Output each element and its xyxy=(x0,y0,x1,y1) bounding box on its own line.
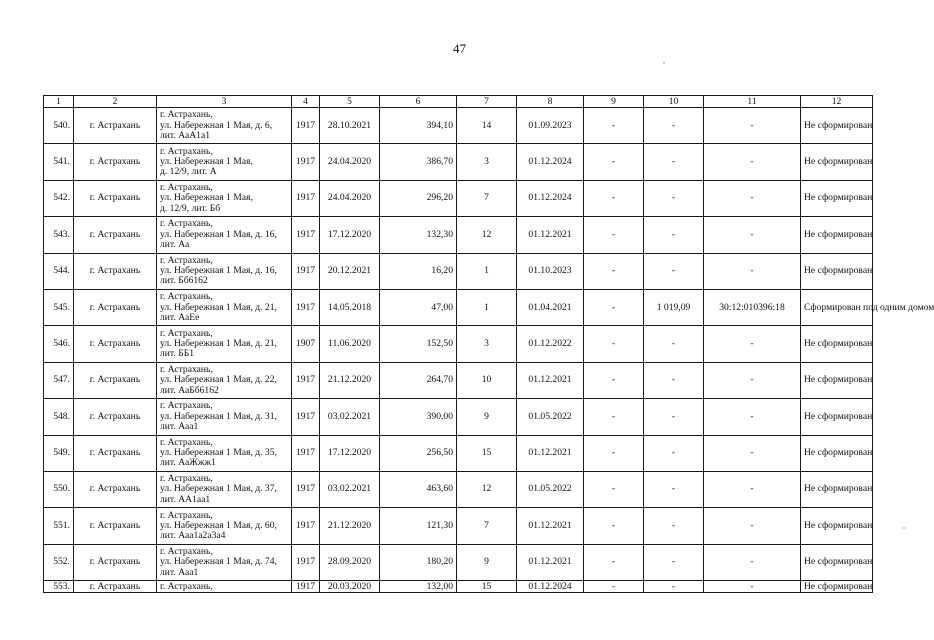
city-cell: г. Астрахань xyxy=(74,362,157,398)
row-number: 553. xyxy=(44,581,74,593)
table-row xyxy=(44,144,873,180)
address-line: г. Астрахань, xyxy=(160,509,213,521)
address-line: ул. Набережная 1 Мая, д. 6, xyxy=(160,119,273,131)
date-cell: 28.09.2020 xyxy=(320,544,380,580)
address-line: г. Астрахань, xyxy=(160,364,213,376)
address-line: г. Астрахань, xyxy=(160,436,213,448)
address-cell xyxy=(157,253,292,289)
address-line: лит. АаА1а1 xyxy=(160,129,211,141)
address-line: лит. Ааа1 xyxy=(160,566,199,578)
table-row xyxy=(44,180,873,216)
year-cell: 1917 xyxy=(292,362,320,398)
value-cell: - xyxy=(644,217,704,253)
cadastral-cell: - xyxy=(704,326,801,362)
table-body xyxy=(44,108,934,593)
value-cell: 1 019,09 xyxy=(644,289,704,325)
address-cell xyxy=(157,471,292,507)
address-line: г. Астрахань, xyxy=(160,145,213,157)
table-row xyxy=(44,108,873,144)
value-cell: - xyxy=(644,544,704,580)
count-cell: 9 xyxy=(457,399,517,435)
status-cell: Не сформирован xyxy=(801,217,873,253)
col-header: 9 xyxy=(584,96,644,108)
row-number: 551. xyxy=(44,508,74,544)
status-cell: Не сформирован xyxy=(801,399,873,435)
address-line: лит. Бб6162 xyxy=(160,275,208,287)
year-cell: 1917 xyxy=(292,471,320,507)
value-cell: - xyxy=(644,253,704,289)
address-line: д. 12/9, лит. А xyxy=(160,166,217,178)
count-cell: 1 xyxy=(457,289,517,325)
date-cell: 14.05.2018 xyxy=(320,289,380,325)
city-cell: г. Астрахань xyxy=(74,544,157,580)
count-cell: 15 xyxy=(457,581,517,593)
date-cell: 01.12.2021 xyxy=(517,508,584,544)
count-cell: 12 xyxy=(457,471,517,507)
table-row xyxy=(44,581,873,593)
table-row xyxy=(44,471,873,507)
area-cell: 463,60 xyxy=(380,471,457,507)
status-cell: Не сформирован xyxy=(801,362,873,398)
address-line: г. Астрахань, xyxy=(160,218,213,230)
area-cell: 152,50 xyxy=(380,326,457,362)
area-cell: 121,30 xyxy=(380,508,457,544)
cadastral-cell: - xyxy=(704,399,801,435)
city-cell: г. Астрахань xyxy=(74,581,157,593)
date-cell: 03.02.2021 xyxy=(320,399,380,435)
table-row xyxy=(44,289,873,325)
value-cell: - xyxy=(644,144,704,180)
table-row xyxy=(44,399,873,435)
count-cell: 1 xyxy=(457,253,517,289)
address-line: ул. Набережная 1 Мая, д. 35, xyxy=(160,447,277,459)
address-line: ул. Набережная 1 Мая, д. 16, xyxy=(160,265,277,277)
value-cell: - xyxy=(584,326,644,362)
year-cell: 1917 xyxy=(292,435,320,471)
year-cell: 1917 xyxy=(292,289,320,325)
date-cell: 01.10.2023 xyxy=(517,253,584,289)
address-cell xyxy=(157,362,292,398)
address-line: г. Астрахань, xyxy=(160,546,213,557)
address-line: г. Астрахань, xyxy=(160,327,213,339)
address-line: лит. Аа xyxy=(160,238,190,250)
col-header: 3 xyxy=(157,96,292,108)
address-line: ул. Набережная 1 Мая, xyxy=(160,192,253,204)
value-cell: - xyxy=(644,180,704,216)
address-line: ул. Набережная 1 Мая, д. 16, xyxy=(160,228,277,240)
year-cell: 1907 xyxy=(292,326,320,362)
scan-speck xyxy=(903,527,905,529)
date-cell: 01.12.2021 xyxy=(517,362,584,398)
cadastral-cell: - xyxy=(704,253,801,289)
row-number: 548. xyxy=(44,399,74,435)
date-cell: 24.04.2020 xyxy=(320,180,380,216)
date-cell: 20.12.2021 xyxy=(320,253,380,289)
row-number: 550. xyxy=(44,471,74,507)
table-row xyxy=(44,508,873,544)
register-table xyxy=(43,95,934,593)
area-cell: 296,20 xyxy=(380,180,457,216)
address-line: ул. Набережная 1 Мая, д. 37, xyxy=(160,483,277,495)
address-line: г. Астрахань, xyxy=(160,400,213,412)
value-cell: - xyxy=(584,508,644,544)
page-number: 47 xyxy=(453,41,466,56)
count-cell: 7 xyxy=(457,508,517,544)
date-cell: 28.10.2021 xyxy=(320,108,380,144)
address-line: д. 12/9, лит. Бб xyxy=(160,202,221,214)
status-cell: Не сформирован xyxy=(801,471,873,507)
date-cell: 01.12.2022 xyxy=(517,326,584,362)
cadastral-cell: - xyxy=(704,508,801,544)
date-cell: 17.12.2020 xyxy=(320,435,380,471)
cadastral-cell: - xyxy=(704,144,801,180)
col-header: 1 xyxy=(44,96,74,108)
city-cell: г. Астрахань xyxy=(74,435,157,471)
value-cell: - xyxy=(584,435,644,471)
table-row xyxy=(44,362,873,398)
year-cell: 1917 xyxy=(292,217,320,253)
value-cell: - xyxy=(644,471,704,507)
col-header: 7 xyxy=(457,96,517,108)
address-cell xyxy=(157,508,292,544)
column-number-header xyxy=(44,96,873,108)
value-cell: - xyxy=(644,399,704,435)
address-line: г. Астрахань, xyxy=(160,473,213,485)
date-cell: 01.05.2022 xyxy=(517,399,584,435)
value-cell: - xyxy=(644,435,704,471)
count-cell: 9 xyxy=(457,544,517,580)
value-cell: - xyxy=(644,362,704,398)
year-cell: 1917 xyxy=(292,399,320,435)
area-cell: 132,00 xyxy=(380,581,457,593)
status-cell: Не сформирован xyxy=(801,253,873,289)
address-cell xyxy=(157,581,292,593)
row-number: 552. xyxy=(44,544,74,580)
date-cell: 11.06.2020 xyxy=(320,326,380,362)
col-header: 2 xyxy=(74,96,157,108)
value-cell: - xyxy=(644,581,704,593)
city-cell: г. Астрахань xyxy=(74,471,157,507)
count-cell: 15 xyxy=(457,435,517,471)
cadastral-cell: - xyxy=(704,581,801,593)
address-line: г. Астрахань, xyxy=(160,581,213,593)
value-cell: - xyxy=(644,508,704,544)
address-line: лит. АаЖжж1 xyxy=(160,457,216,469)
col-header: 4 xyxy=(292,96,320,108)
cadastral-cell: - xyxy=(704,471,801,507)
status-cell: Не сформирован xyxy=(801,326,873,362)
date-cell: 01.12.2021 xyxy=(517,544,584,580)
cadastral-cell: - xyxy=(704,180,801,216)
count-cell: 14 xyxy=(457,108,517,144)
table-row xyxy=(44,435,873,471)
city-cell: г. Астрахань xyxy=(74,217,157,253)
status-cell: Не сформирован xyxy=(801,544,873,580)
address-line: г. Астрахань, xyxy=(160,291,213,303)
col-header: 6 xyxy=(380,96,457,108)
address-line: ул. Набережная 1 Мая, д. 60, xyxy=(160,519,277,531)
count-cell: 3 xyxy=(457,326,517,362)
date-cell: 24.04.2020 xyxy=(320,144,380,180)
value-cell: - xyxy=(584,180,644,216)
row-number: 546. xyxy=(44,326,74,362)
address-cell xyxy=(157,289,292,325)
date-cell: 17.12.2020 xyxy=(320,217,380,253)
row-number: 541. xyxy=(44,144,74,180)
address-cell xyxy=(157,108,292,144)
city-cell: г. Астрахань xyxy=(74,399,157,435)
col-header: 12 xyxy=(801,96,873,108)
status-cell: Не сформирован xyxy=(801,508,873,544)
status-cell: Не сформирован xyxy=(801,144,873,180)
date-cell: 01.12.2021 xyxy=(517,435,584,471)
row-number: 545. xyxy=(44,289,74,325)
date-cell: 21.12.2020 xyxy=(320,362,380,398)
date-cell: 03.02.2021 xyxy=(320,471,380,507)
year-cell: 1917 xyxy=(292,180,320,216)
area-cell: 16,20 xyxy=(380,253,457,289)
address-line: ул. Набережная 1 Мая, xyxy=(160,155,253,167)
date-cell: 01.04.2021 xyxy=(517,289,584,325)
value-cell: - xyxy=(584,544,644,580)
value-cell: - xyxy=(584,289,644,325)
col-header: 10 xyxy=(644,96,704,108)
value-cell: - xyxy=(584,253,644,289)
address-line: г. Астрахань, xyxy=(160,109,213,121)
value-cell: - xyxy=(584,108,644,144)
address-line: ул. Набережная 1 Мая, д. 74, xyxy=(160,556,277,568)
address-line: лит. АаЕе xyxy=(160,311,200,323)
date-cell: 01.12.2021 xyxy=(517,217,584,253)
year-cell: 1917 xyxy=(292,253,320,289)
status-cell: Не сформирован xyxy=(801,435,873,471)
address-cell xyxy=(157,180,292,216)
col-header: 8 xyxy=(517,96,584,108)
count-cell: 7 xyxy=(457,180,517,216)
city-cell: г. Астрахань xyxy=(74,326,157,362)
cadastral-cell: - xyxy=(704,217,801,253)
area-cell: 386,70 xyxy=(380,144,457,180)
count-cell: 10 xyxy=(457,362,517,398)
col-header: 11 xyxy=(704,96,801,108)
year-cell: 1917 xyxy=(292,508,320,544)
count-cell: 3 xyxy=(457,144,517,180)
date-cell: 01.12.2024 xyxy=(517,581,584,593)
cadastral-cell: - xyxy=(704,435,801,471)
value-cell: - xyxy=(584,581,644,593)
date-cell: 01.09.2023 xyxy=(517,108,584,144)
year-cell: 1917 xyxy=(292,581,320,593)
area-cell: 264,70 xyxy=(380,362,457,398)
row-number: 543. xyxy=(44,217,74,253)
row-number: 547. xyxy=(44,362,74,398)
area-cell: 390,00 xyxy=(380,399,457,435)
date-cell: 20.03.2020 xyxy=(320,581,380,593)
area-cell: 256,50 xyxy=(380,435,457,471)
status-cell: Сформирован под одним домом xyxy=(801,289,873,325)
address-line: лит. Ааа1а2а3а4 xyxy=(160,530,226,542)
row-number: 549. xyxy=(44,435,74,471)
value-cell: - xyxy=(584,144,644,180)
address-line: лит. АаБб6162 xyxy=(160,384,219,396)
cadastral-cell: - xyxy=(704,362,801,398)
value-cell: - xyxy=(584,362,644,398)
cadastral-cell: 30:12:010396:18 xyxy=(704,289,801,325)
address-line: ул. Набережная 1 Мая, д. 21, xyxy=(160,337,277,349)
city-cell: г. Астрахань xyxy=(74,253,157,289)
city-cell: г. Астрахань xyxy=(74,289,157,325)
status-cell: Не сформирован xyxy=(801,581,873,593)
col-header: 5 xyxy=(320,96,380,108)
value-cell: - xyxy=(584,399,644,435)
date-cell: 21.12.2020 xyxy=(320,508,380,544)
address-cell xyxy=(157,326,292,362)
city-cell: г. Астрахань xyxy=(74,144,157,180)
address-line: лит. ББ1 xyxy=(160,348,195,360)
area-cell: 180,20 xyxy=(380,544,457,580)
address-line: лит. АА1аа1 xyxy=(160,493,211,505)
row-number: 540. xyxy=(44,108,74,144)
address-line: ул. Набережная 1 Мая, д. 21, xyxy=(160,301,277,313)
year-cell: 1917 xyxy=(292,544,320,580)
status-cell: Не сформирован xyxy=(801,180,873,216)
area-cell: 394,10 xyxy=(380,108,457,144)
scan-speck xyxy=(663,62,665,64)
year-cell: 1917 xyxy=(292,108,320,144)
address-cell xyxy=(157,144,292,180)
address-line: лит. Ааа1 xyxy=(160,420,199,432)
value-cell: - xyxy=(584,217,644,253)
table-row xyxy=(44,544,873,580)
area-cell: 47,00 xyxy=(380,289,457,325)
value-cell: - xyxy=(584,471,644,507)
address-line: г. Астрахань, xyxy=(160,254,213,266)
address-cell xyxy=(157,217,292,253)
status-cell: Не сформирован xyxy=(801,108,873,144)
row-number: 542. xyxy=(44,180,74,216)
table-row xyxy=(44,217,873,253)
table-row xyxy=(44,253,873,289)
table-row xyxy=(44,326,873,362)
year-cell: 1917 xyxy=(292,144,320,180)
cadastral-cell: - xyxy=(704,544,801,580)
city-cell: г. Астрахань xyxy=(74,508,157,544)
count-cell: 12 xyxy=(457,217,517,253)
date-cell: 01.12.2024 xyxy=(517,144,584,180)
value-cell: - xyxy=(644,326,704,362)
value-cell: - xyxy=(644,108,704,144)
area-cell: 132,30 xyxy=(380,217,457,253)
date-cell: 01.05.2022 xyxy=(517,471,584,507)
address-line: г. Астрахань, xyxy=(160,182,213,194)
row-number: 544. xyxy=(44,253,74,289)
address-cell xyxy=(157,435,292,471)
address-line: ул. Набережная 1 Мая, д. 31, xyxy=(160,410,277,422)
date-cell: 01.12.2024 xyxy=(517,180,584,216)
address-line: ул. Набережная 1 Мая, д. 22, xyxy=(160,374,277,386)
city-cell: г. Астрахань xyxy=(74,180,157,216)
cadastral-cell: - xyxy=(704,108,801,144)
address-cell xyxy=(157,544,292,580)
address-cell xyxy=(157,399,292,435)
city-cell: г. Астрахань xyxy=(74,108,157,144)
